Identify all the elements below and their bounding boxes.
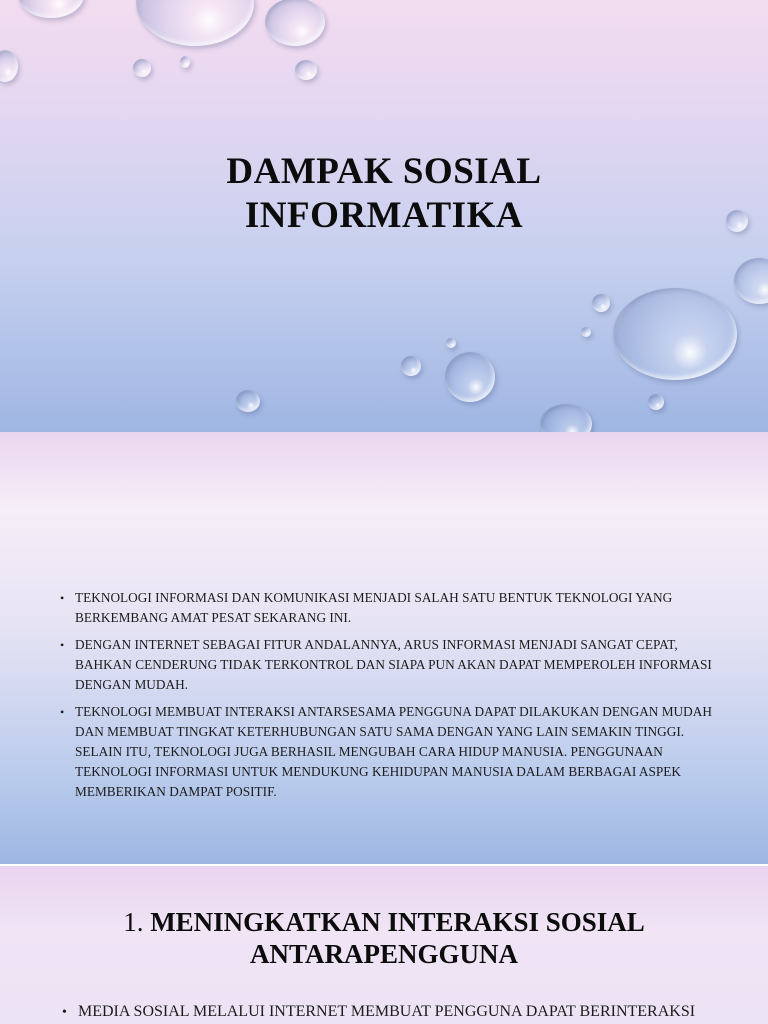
bullet-marker: • — [62, 1005, 67, 1020]
slide-title — [0, 0, 768, 432]
water-drop — [265, 0, 325, 46]
water-drop — [401, 356, 421, 376]
water-drop — [133, 59, 151, 77]
bullet-text: MEDIA SOSIAL MELALUI INTERNET MEMBUAT PENGGUNA DAPAT BERINTERAKSI — [78, 1003, 696, 1020]
bullet-item: • DENGAN INTERNET SEBAGAI FITUR ANDALANNYA, ARUS INFORMASI MENJADI SANGAT CEPAT, BAHKAN CENDERUNG TIDAK TERKONTROL DAN SIAPA PUN AKAN DAPAT MEMPEROLEH INFORMASI DENGAN MUDAH. — [60, 635, 720, 695]
title-line: DAMPAK SOSIAL — [226, 151, 542, 192]
water-drop — [236, 390, 260, 412]
title-line: INFORMATIKA — [244, 195, 524, 236]
water-drop — [0, 50, 18, 82]
water-drop — [592, 294, 610, 312]
water-drop — [581, 327, 591, 337]
water-drop — [540, 404, 592, 432]
water-drop — [18, 0, 84, 18]
section-title-line: MENINGKATKAN INTERAKSI SOSIAL — [150, 907, 645, 937]
water-drop — [180, 56, 190, 68]
bullet-list — [60, 588, 720, 809]
section-title-line: ANTARAPENGGUNA — [250, 939, 518, 969]
water-drop — [445, 352, 495, 402]
slide-title-heading — [0, 150, 768, 238]
water-drop — [734, 258, 768, 304]
slide-intro — [0, 432, 768, 864]
bullet-item: • TEKNOLOGI MEMBUAT INTERAKSI ANTARSESAMA PENGGUNA DAPAT DILAKUKAN DENGAN MUDAH DAN MEMBUAT TINGKAT KETERHUBUNGAN SATU SAMA DENGAN YANG LAIN SEMAKIN TINGGI. SELAIN ITU, TEKNOLOGI JUGA BERHASIL MENGUBAH CARA HIDUP MANUSIA. PENGGUNAAN TEKNOLOGI INFORMASI UNTUK MENDUKUNG KEHIDUPAN MANUSIA DALAM BERBAGAI ASPEK MEMBERIKAN DAMPAT POSITIF. — [60, 702, 720, 802]
bullet-item — [62, 1002, 695, 1023]
section-heading — [0, 906, 768, 970]
bullet-item: • TEKNOLOGI INFORMASI DAN KOMUNIKASI MENJADI SALAH SATU BENTUK TEKNOLOGI YANG BERKEMBANG AMAT PESAT SEKARANG INI. — [60, 588, 720, 628]
water-drop — [446, 338, 456, 348]
water-drop — [136, 0, 254, 46]
water-drop — [295, 60, 317, 80]
water-drop — [648, 394, 664, 410]
section-number: 1. — [123, 907, 144, 937]
water-drop — [613, 288, 737, 380]
slide-section-1 — [0, 866, 768, 1024]
